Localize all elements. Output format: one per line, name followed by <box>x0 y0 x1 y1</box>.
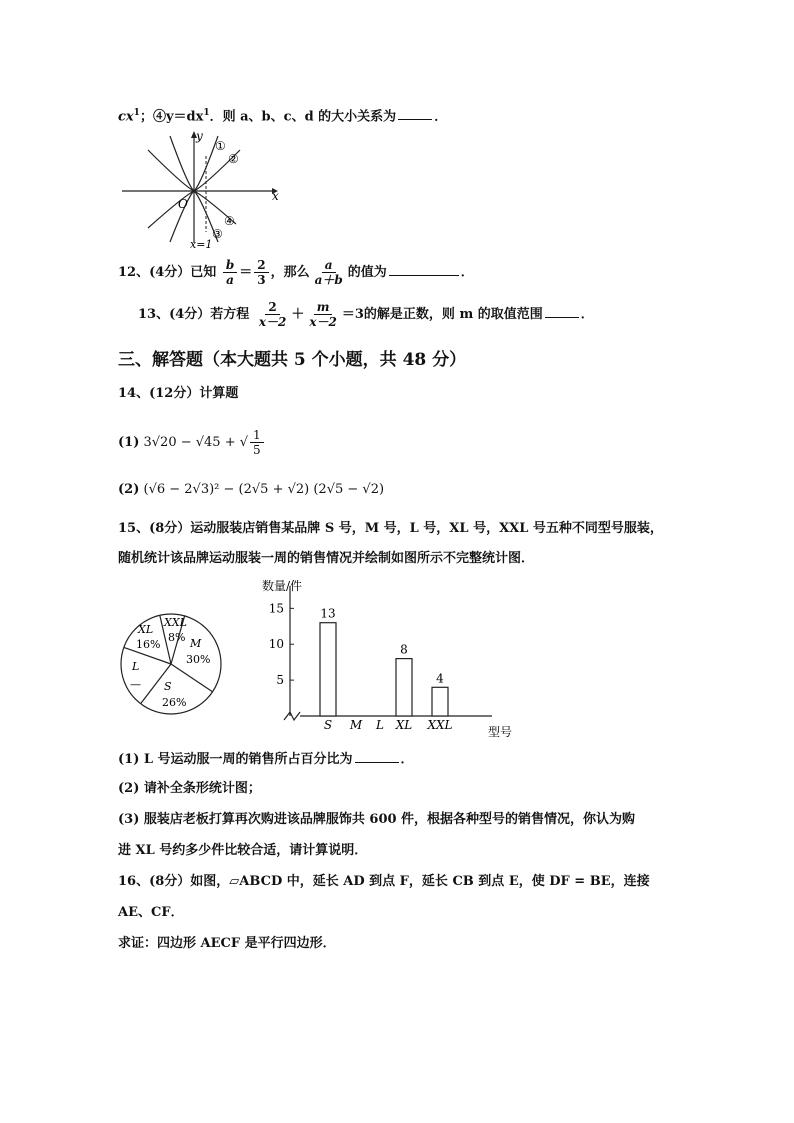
q13-suffix: 的解是正数，则 m 的取值范围 <box>363 307 543 322</box>
y-tick-label: 15 <box>268 601 284 616</box>
axis-break-mark <box>284 712 300 720</box>
x-tick-label: M <box>349 718 363 732</box>
x-tick-label: XL <box>395 718 413 732</box>
data-label-xl: 8 <box>400 642 408 657</box>
q15-line2: 随机统计该品牌运动服装一周的销售情况并绘制如图所示不完整统计图． <box>118 551 535 566</box>
q11-answer-blank[interactable] <box>398 107 432 120</box>
bar-xxl <box>432 687 448 716</box>
pie-value-m: 30% <box>186 653 211 666</box>
q13-plus: ＋ <box>291 307 305 322</box>
data-label-s: 13 <box>320 606 336 621</box>
curve-label-3: ③ <box>212 227 223 241</box>
x-tick-label: XXL <box>427 718 453 732</box>
pie-value-s: 26% <box>162 696 187 709</box>
q13-f1-den: x－2 <box>258 315 287 329</box>
q12-f1-num: b <box>223 258 237 273</box>
origin-label: O <box>178 197 188 211</box>
q14-p1-label: (1) <box>118 435 140 450</box>
q15-line1: 15、(8分）运动服装店销售某品牌 S 号，M 号，L 号，XL 号，XXL 号五种不同型号服装， <box>118 521 663 536</box>
q12-mid: ，那么 <box>270 265 310 280</box>
q11-sup1: 1 <box>133 108 140 118</box>
q13-fraction-1 <box>256 300 290 329</box>
curve-label-4: ④ <box>224 214 235 228</box>
q12-f2-den: 3 <box>257 273 266 287</box>
x-tick-label: L <box>376 718 384 732</box>
q11-text-a: cx <box>118 109 134 125</box>
power-function-graph <box>118 128 284 248</box>
q15-sub2: (2) 请补全条形统计图； <box>118 781 261 796</box>
q15-sub3-b: 进 XL 号约多少件比较合适，请计算说明． <box>118 843 368 858</box>
q13-f2-num: m <box>314 300 333 315</box>
q11-tail-line <box>118 104 447 126</box>
q15-sub1-end: ． <box>400 752 414 767</box>
q12-suffix: 的值为 <box>347 265 387 280</box>
bar-ylabel: 数量/件 <box>262 579 303 593</box>
q14-p2-expr: (√6 − 2√3)² − (2√5 + √2) (2√5 − √2) <box>143 482 385 497</box>
pie-label-s: S <box>164 680 172 693</box>
q14-p1-den: 5 <box>253 443 261 457</box>
q14-p2-label: (2) <box>118 482 140 497</box>
q13-end: ． <box>580 307 594 322</box>
pie-value-xxl: 8% <box>168 631 186 644</box>
q16-line2: AE、CF． <box>118 905 184 920</box>
pie-value-l: — <box>130 678 141 691</box>
bar-xlabel: 型号 <box>488 725 513 739</box>
bar-chart <box>250 574 530 742</box>
q14-p1-fraction <box>250 428 264 457</box>
data-label-xxl: 4 <box>436 671 444 686</box>
q12-eq: ＝ <box>239 265 253 280</box>
q12-fraction-3 <box>312 258 346 287</box>
q12-f3-den: a＋b <box>314 273 343 287</box>
curve-label-2: ② <box>228 152 239 166</box>
q15-sub1 <box>118 750 414 769</box>
section-title: 三、解答题（本大题共 5 个小题，共 48 分） <box>118 350 467 370</box>
bar-xl <box>396 659 412 716</box>
q14-part2 <box>118 481 384 499</box>
pie-chart <box>118 585 228 735</box>
q12-fraction-1 <box>223 258 237 287</box>
q12-f3-num: a <box>322 258 336 273</box>
y-label: y <box>196 129 203 143</box>
q14-title: 14、(12分）计算题 <box>118 386 239 401</box>
y-tick-label: 5 <box>276 673 284 688</box>
bar-s <box>320 623 336 716</box>
pie-value-xl: 16% <box>136 638 161 651</box>
q12-prefix: 12、(4分）已知 <box>118 265 217 280</box>
q12-f2-num: 2 <box>254 258 268 273</box>
q11-text-c: ．则 a、b、c、d 的大小关系为 <box>209 109 397 125</box>
q13-fraction-2 <box>306 300 340 329</box>
q15-sub3-a: (3) 服装店老板打算再次购进该品牌服饰共 600 件，根据各种型号的销售情况，你认为购 <box>118 812 636 827</box>
x-label: x <box>272 189 279 203</box>
q15-answer-blank[interactable] <box>355 750 399 763</box>
q12-fraction-2 <box>254 258 268 287</box>
q12-end: ． <box>460 265 474 280</box>
q11-text-b: ；④y＝dx <box>139 109 204 125</box>
q12-answer-blank[interactable] <box>389 263 459 276</box>
q13-eq: ＝3 <box>341 307 364 322</box>
q15-sub1-text: (1) L 号运动服一周的销售所占百分比为 <box>118 752 353 767</box>
q16-line1: 16、(8分）如图，▱ABCD 中，延长 AD 到点 F，延长 CB 到点 E，使 DF = BE，连接 <box>118 874 650 889</box>
q13-f1-num: 2 <box>265 300 279 315</box>
pie-label-m: M <box>190 637 202 650</box>
line-label: x=1 <box>190 238 213 248</box>
y-tick-label: 10 <box>268 637 284 652</box>
q11-sup2: 1 <box>203 108 210 118</box>
x-tick-label: S <box>323 718 333 732</box>
q14-p1-num: 1 <box>250 428 264 443</box>
q11-text-d: ． <box>434 109 448 125</box>
curve-4 <box>148 191 236 228</box>
q16-line3: 求证：四边形 AECF 是平行四边形． <box>118 936 336 951</box>
q13-line <box>138 300 594 329</box>
q14-part1 <box>118 428 266 457</box>
q13-f2-den: x－2 <box>309 315 337 329</box>
pie-label-xl: XL <box>138 623 154 636</box>
q12-f1-den: a <box>226 273 234 287</box>
curve-label-1: ① <box>215 139 226 153</box>
q13-answer-blank[interactable] <box>545 305 579 318</box>
pie-label-l: L <box>132 660 140 673</box>
q14-p1-expr: 3√20 − √45 + √ <box>143 435 249 450</box>
q13-prefix: 13、(4分）若方程 <box>138 307 250 322</box>
pie-label-xxl: XXL <box>164 616 187 629</box>
q12-line <box>118 258 474 287</box>
